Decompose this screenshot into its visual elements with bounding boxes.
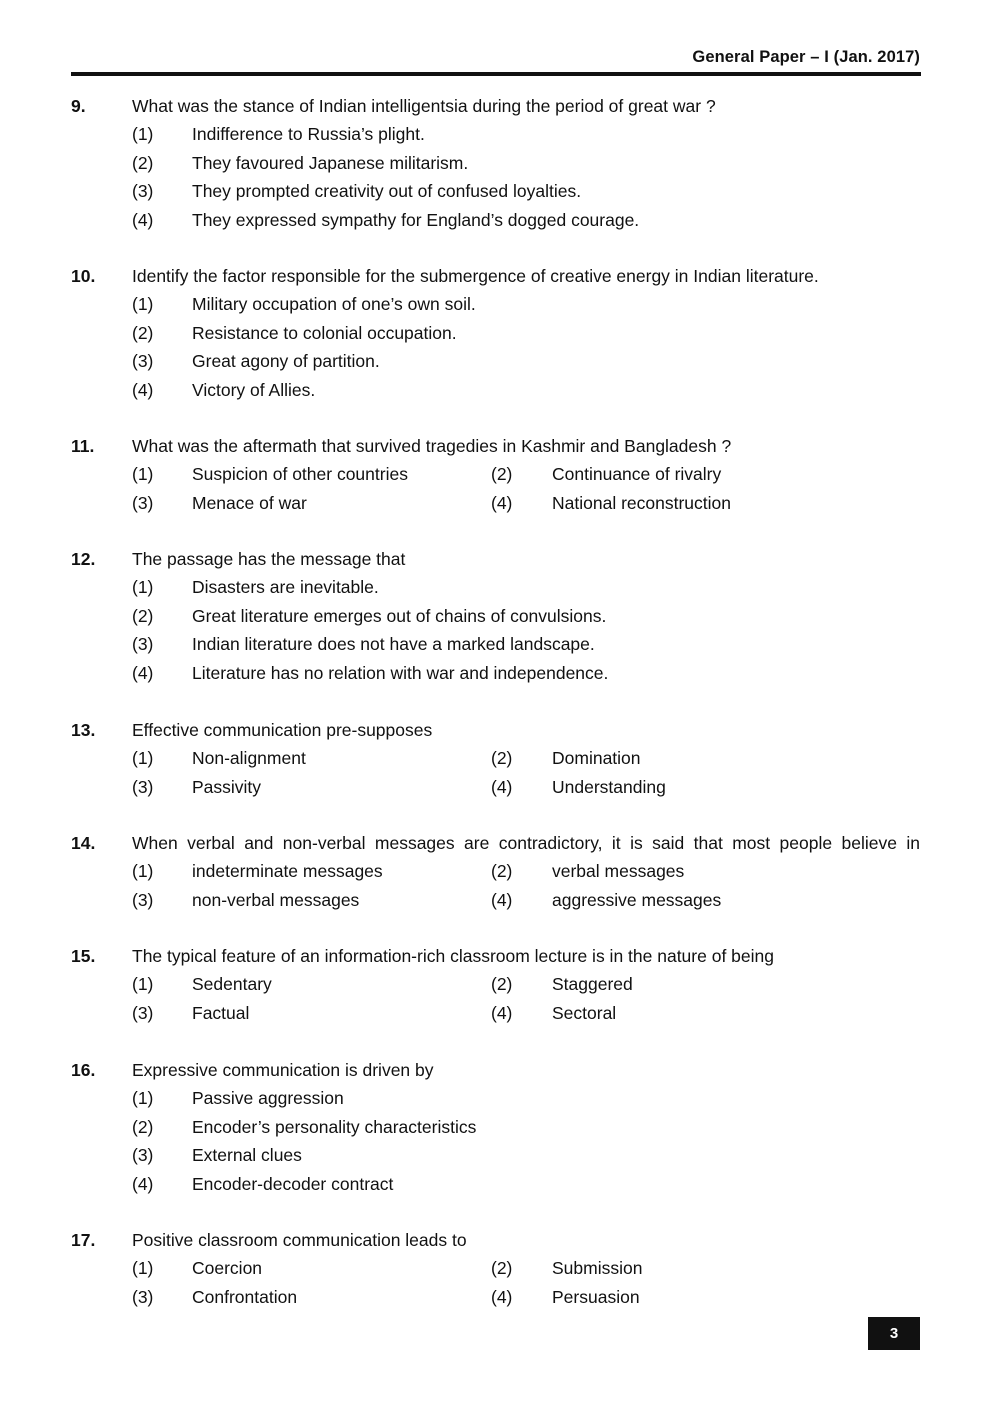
question-17 bbox=[0, 1226, 992, 1311]
question-text: Positive classroom communication leads to bbox=[132, 1230, 467, 1250]
option-number: (1) bbox=[132, 124, 154, 145]
option-number: (1) bbox=[132, 294, 154, 315]
question-text: The typical feature of an information-rich classroom lecture is in the nature of being bbox=[132, 946, 774, 966]
option-text: Great agony of partition. bbox=[192, 351, 380, 372]
option-text: verbal messages bbox=[552, 861, 685, 882]
option-text: External clues bbox=[192, 1145, 302, 1166]
option-number: (1) bbox=[132, 577, 154, 598]
option-number: (2) bbox=[132, 322, 154, 343]
option-number: (4) bbox=[491, 889, 513, 910]
option-number: (3) bbox=[132, 181, 154, 202]
option bbox=[0, 630, 992, 658]
option-text: Encoder’s personality characteristics bbox=[192, 1116, 477, 1137]
option-number: (3) bbox=[132, 492, 154, 513]
option-number: (4) bbox=[132, 209, 154, 230]
option-text: Indian literature does not have a marked landscape. bbox=[192, 634, 595, 655]
option-text: Resistance to colonial occupation. bbox=[192, 322, 457, 343]
option-number: (2) bbox=[132, 1116, 154, 1137]
option-text: Staggered bbox=[552, 974, 633, 995]
option-text: non-verbal messages bbox=[192, 889, 360, 910]
option-number: (3) bbox=[132, 351, 154, 372]
option-number: (1) bbox=[132, 861, 154, 882]
question-15 bbox=[0, 942, 992, 1027]
option-number: (1) bbox=[132, 1258, 154, 1279]
question-text: Identify the factor responsible for the submergence of creative energy in Indian literature. bbox=[132, 266, 819, 286]
option-number: (2) bbox=[132, 152, 154, 173]
option-text: Disasters are inevitable. bbox=[192, 577, 379, 598]
option-text: Encoder-decoder contract bbox=[192, 1173, 394, 1194]
question-10 bbox=[0, 262, 992, 404]
option-text: indeterminate messages bbox=[192, 861, 383, 882]
option-text: Sectoral bbox=[552, 1002, 617, 1023]
option-row bbox=[0, 744, 992, 772]
option-text: aggressive messages bbox=[552, 889, 722, 910]
question-number: 15. bbox=[71, 946, 96, 966]
question-text: Expressive communication is driven by bbox=[132, 1060, 434, 1080]
option-text: Military occupation of one’s own soil. bbox=[192, 294, 476, 315]
page-header-title: General Paper – I (Jan. 2017) bbox=[692, 48, 920, 66]
option-row bbox=[0, 857, 992, 885]
option bbox=[0, 177, 992, 205]
option-number: (3) bbox=[132, 1002, 154, 1023]
option-number: (2) bbox=[491, 464, 513, 485]
option-row bbox=[0, 773, 992, 801]
option-text: Menace of war bbox=[192, 492, 307, 513]
option-number: (4) bbox=[132, 379, 154, 400]
option bbox=[0, 1170, 992, 1198]
option-number: (2) bbox=[491, 861, 513, 882]
option-text: They prompted creativity out of confused loyalties. bbox=[192, 181, 582, 202]
option-number: (4) bbox=[491, 1286, 513, 1307]
option-text: Confrontation bbox=[192, 1286, 298, 1307]
option bbox=[0, 1113, 992, 1141]
page-number-badge: 3 bbox=[868, 1317, 920, 1350]
option-row bbox=[0, 1283, 992, 1311]
question-16 bbox=[0, 1056, 992, 1198]
question-text: What was the aftermath that survived tragedies in Kashmir and Bangladesh ? bbox=[132, 436, 732, 456]
option bbox=[0, 573, 992, 601]
option-row bbox=[0, 1254, 992, 1282]
option-number: (3) bbox=[132, 776, 154, 797]
option-number: (1) bbox=[132, 1088, 154, 1109]
question-13 bbox=[0, 716, 992, 801]
option-text: Coercion bbox=[192, 1258, 263, 1279]
option-number: (1) bbox=[132, 464, 154, 485]
option bbox=[0, 120, 992, 148]
option bbox=[0, 376, 992, 404]
option bbox=[0, 206, 992, 234]
option-text: Literature has no relation with war and independence. bbox=[192, 662, 609, 683]
option-row bbox=[0, 489, 992, 517]
question-14 bbox=[0, 829, 992, 914]
option-number: (4) bbox=[132, 662, 154, 683]
question-text: Effective communication pre-supposes bbox=[132, 720, 433, 740]
option-number: (2) bbox=[491, 748, 513, 769]
option-number: (4) bbox=[491, 776, 513, 797]
question-number: 9. bbox=[71, 96, 86, 116]
question-text: What was the stance of Indian intelligentsia during the period of great war ? bbox=[132, 96, 716, 116]
option-text: Persuasion bbox=[552, 1286, 640, 1307]
option bbox=[0, 1084, 992, 1112]
option bbox=[0, 602, 992, 630]
header-rule bbox=[71, 72, 921, 76]
question-number: 14. bbox=[71, 833, 96, 853]
option-number: (3) bbox=[132, 889, 154, 910]
option bbox=[0, 319, 992, 347]
option-text: Suspicion of other countries bbox=[192, 464, 408, 485]
question-number: 17. bbox=[71, 1230, 96, 1250]
question-number: 12. bbox=[71, 549, 96, 569]
option-number: (3) bbox=[132, 634, 154, 655]
question-11 bbox=[0, 432, 992, 517]
option-number: (2) bbox=[491, 1258, 513, 1279]
option-number: (3) bbox=[132, 1286, 154, 1307]
question-number: 11. bbox=[71, 436, 95, 456]
option-number: (2) bbox=[132, 605, 154, 626]
option-row bbox=[0, 970, 992, 998]
question-text: The passage has the message that bbox=[132, 549, 406, 569]
question-number: 13. bbox=[71, 720, 96, 740]
option-text: Passive aggression bbox=[192, 1088, 344, 1109]
question-number: 16. bbox=[71, 1060, 96, 1080]
question-12 bbox=[0, 545, 992, 687]
option-text: Factual bbox=[192, 1002, 250, 1023]
option bbox=[0, 347, 992, 375]
question-number: 10. bbox=[71, 266, 96, 286]
option-row bbox=[0, 999, 992, 1027]
option-number: (2) bbox=[491, 974, 513, 995]
option-text: They expressed sympathy for England’s dogged courage. bbox=[192, 209, 640, 230]
option-number: (4) bbox=[491, 492, 513, 513]
option-row bbox=[0, 886, 992, 914]
question-text: When verbal and non-verbal messages are contradictory, it is said that most people believe in bbox=[132, 833, 920, 853]
option-text: Domination bbox=[552, 748, 641, 769]
option-number: (4) bbox=[132, 1173, 154, 1194]
option-text: Sedentary bbox=[192, 974, 272, 995]
option-text: Passivity bbox=[192, 776, 262, 797]
option-text: Non-alignment bbox=[192, 748, 306, 769]
option bbox=[0, 659, 992, 687]
option-row bbox=[0, 460, 992, 488]
option-text: Submission bbox=[552, 1258, 643, 1279]
option bbox=[0, 149, 992, 177]
option bbox=[0, 1141, 992, 1169]
option-text: Continuance of rivalry bbox=[552, 464, 722, 485]
option-text: National reconstruction bbox=[552, 492, 731, 513]
question-9 bbox=[0, 92, 992, 234]
option-text: Great literature emerges out of chains of convulsions. bbox=[192, 605, 607, 626]
option-text: They favoured Japanese militarism. bbox=[192, 152, 469, 173]
option-text: Victory of Allies. bbox=[192, 379, 316, 400]
option-number: (1) bbox=[132, 974, 154, 995]
option bbox=[0, 290, 992, 318]
option-number: (1) bbox=[132, 748, 154, 769]
option-text: Understanding bbox=[552, 776, 666, 797]
option-number: (3) bbox=[132, 1145, 154, 1166]
option-text: Indifference to Russia’s plight. bbox=[192, 124, 425, 145]
option-number: (4) bbox=[491, 1002, 513, 1023]
